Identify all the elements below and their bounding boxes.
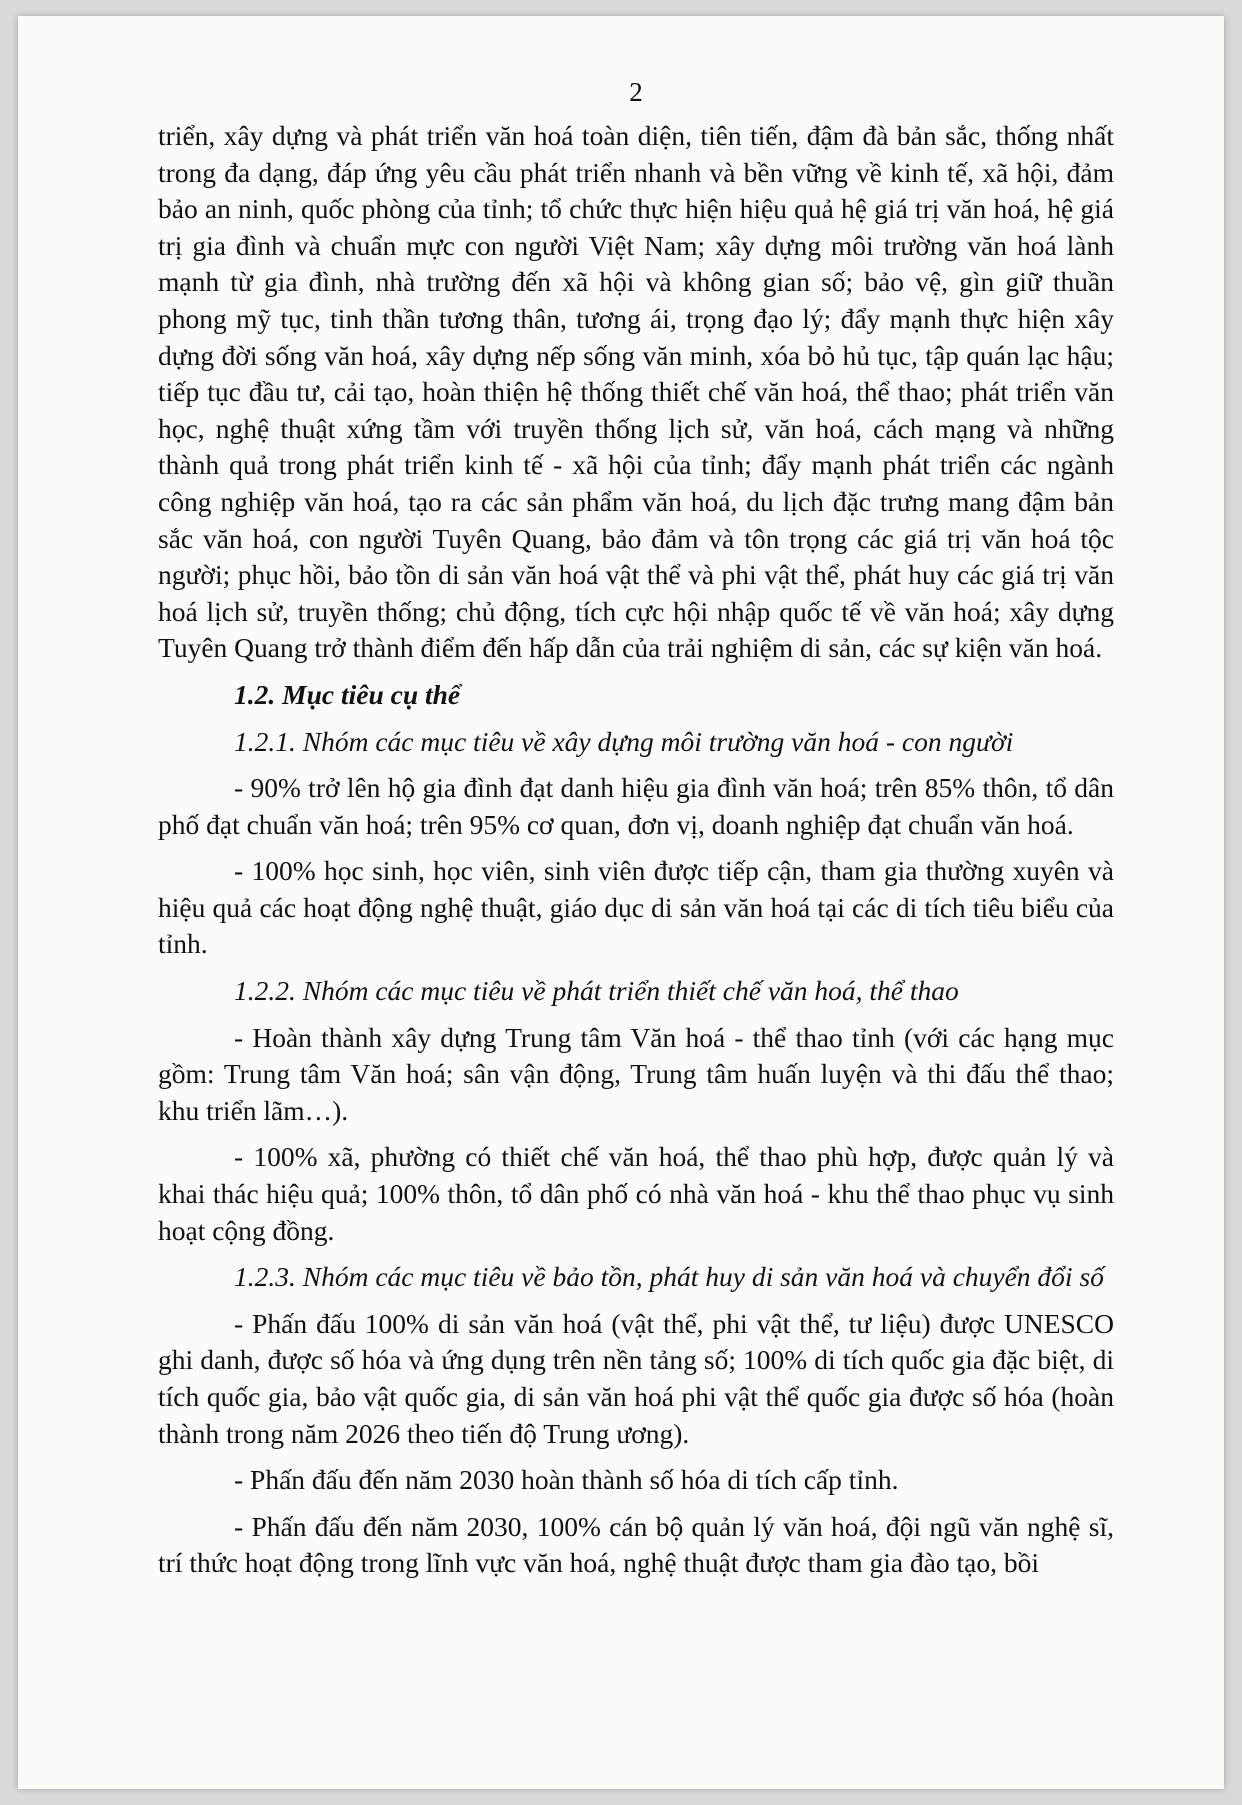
- section-heading-1-2: 1.2. Mục tiêu cụ thể: [234, 678, 461, 710]
- document-page: [18, 16, 1224, 1789]
- list-item: - 100% xã, phường có thiết chế văn hoá, thể thao phù hợp, được quản lý và khai thác hiệu quả; 100% thôn, tổ dân phố có nhà văn hoá - khu thể thao phục vụ sinh hoạt cộng đồng.: [158, 1141, 1114, 1246]
- list-item: - Hoàn thành xây dựng Trung tâm Văn hoá - thể thao tỉnh (với các hạng mục gồm: Trung tâm Văn hoá; sân vận động, Trung tâm huấn luyện và thi đấu thể thao; khu triển lãm…).: [158, 1021, 1114, 1126]
- list-item: - 90% trở lên hộ gia đình đạt danh hiệu gia đình văn hoá; trên 85% thôn, tổ dân phố đạt chuẩn văn hoá; trên 95% cơ quan, đơn vị, doanh nghiệp đạt chuẩn văn hoá.: [158, 772, 1114, 840]
- subsection-heading-1-2-3: 1.2.3. Nhóm các mục tiêu về bảo tồn, phát huy di sản văn hoá và chuyển đổi số: [234, 1261, 1104, 1293]
- list-item: - 100% học sinh, học viên, sinh viên được tiếp cận, tham gia thường xuyên và hiệu quả các hoạt động nghệ thuật, giáo dục di sản văn hoá tại các di tích tiêu biểu của tỉnh.: [158, 855, 1114, 960]
- list-item: - Phấn đấu 100% di sản văn hoá (vật thể, phi vật thể, tư liệu) được UNESCO ghi danh, được số hóa và ứng dụng trên nền tảng số; 100% di tích quốc gia đặc biệt, di tích quốc gia, bảo vật quốc gia, di sản văn hoá phi vật thể quốc gia được số hóa (hoàn thành trong năm 2026 theo tiến độ Trung ương).: [158, 1307, 1114, 1449]
- subsection-heading-1-2-1: 1.2.1. Nhóm các mục tiêu về xây dựng môi trường văn hoá - con người: [234, 725, 1014, 757]
- list-item: - Phấn đấu đến năm 2030, 100% cán bộ quản lý văn hoá, đội ngũ văn nghệ sĩ, trí thức hoạt động trong lĩnh vực văn hoá, nghệ thuật được tham gia đào tạo, bồi: [158, 1510, 1114, 1579]
- list-item: - Phấn đấu đến năm 2030 hoàn thành số hóa di tích cấp tỉnh.: [234, 1464, 899, 1496]
- intro-paragraph: triển, xây dựng và phát triển văn hoá toàn diện, tiên tiến, đậm đà bản sắc, thống nhất trong đa dạng, đáp ứng yêu cầu phát triển nhanh và bền vững về kinh tế, xã hội, đảm bảo an ninh, quốc phòng của tỉnh; tổ chức thực hiện hiệu quả hệ giá trị văn hoá, hệ giá trị gia đình và chuẩn mực con người Việt Nam; xây dựng môi trường văn hoá lành mạnh từ gia đình, nhà trường đến xã hội và không gian số; bảo vệ, gìn giữ thuần phong mỹ tục, tinh thần tương thân, tương ái, trọng đạo lý; đẩy mạnh thực hiện xây dựng đời sống văn hoá, xây dựng nếp sống văn minh, xóa bỏ hủ tục, tập quán lạc hậu; tiếp tục đầu tư, cải tạo, hoàn thiện hệ thống thiết chế văn hoá, thể thao; phát triển văn học, nghệ thuật xứng tầm với truyền thống lịch sử, văn hoá, cách mạng và những thành quả trong phát triển kinh tế - xã hội của tỉnh; đẩy mạnh phát triển các ngành công nghiệp văn hoá, tạo ra các sản phẩm văn hoá, du lịch đặc trưng mang đậm bản sắc văn hoá, con người Tuyên Quang, bảo đảm và tôn trọng các giá trị văn hoá tộc người; phục hồi, bảo tồn di sản văn hoá vật thể và phi vật thể, phát huy các giá trị văn hoá lịch sử, truyền thống; chủ động, tích cực hội nhập quốc tế về văn hoá; xây dựng Tuyên Quang trở thành điểm đến hấp dẫn của trải nghiệm di sản, các sự kiện văn hoá.: [158, 120, 1114, 664]
- subsection-heading-1-2-2: 1.2.2. Nhóm các mục tiêu về phát triển thiết chế văn hoá, thể thao: [234, 975, 959, 1007]
- page-number: 2: [629, 77, 643, 107]
